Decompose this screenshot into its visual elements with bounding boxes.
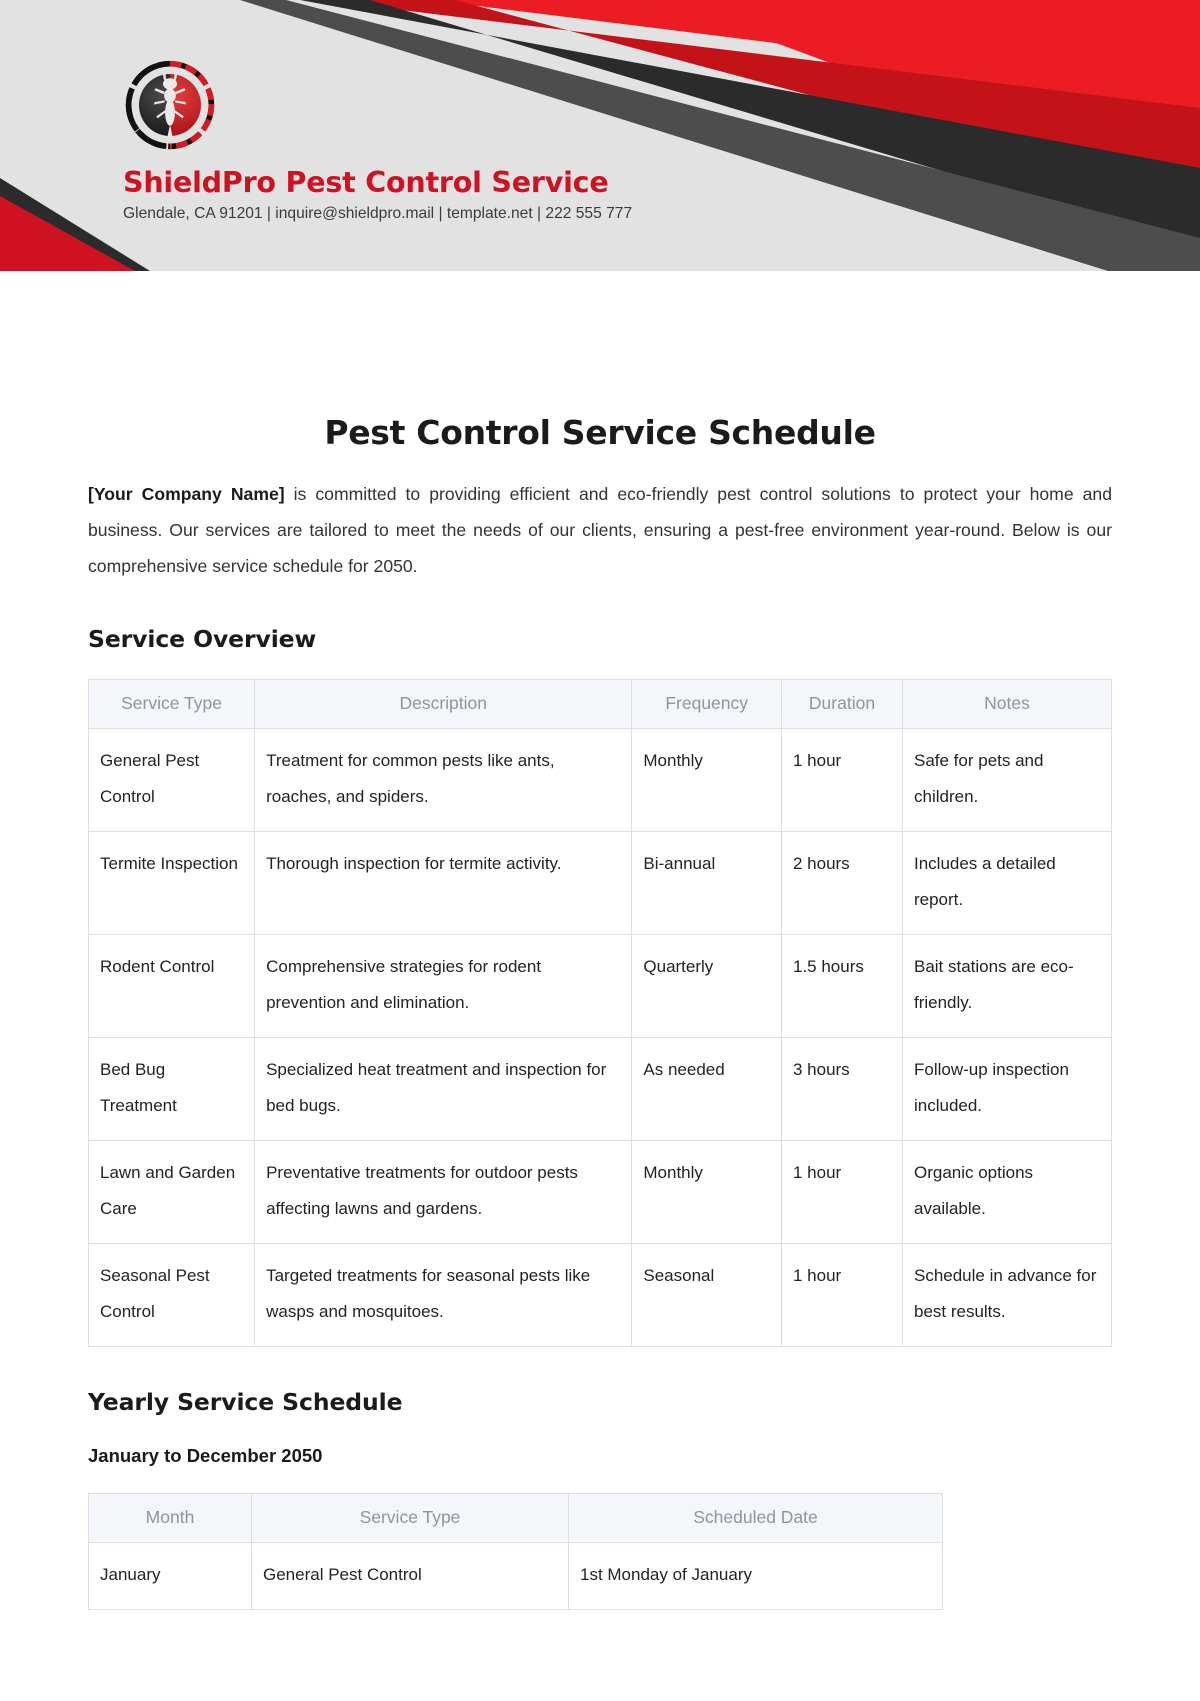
cell-notes: Includes a detailed report. [902,831,1111,934]
cell-notes: Schedule in advance for best results. [902,1243,1111,1346]
table-header-row [89,679,1112,728]
yearly-schedule-subheading: January to December 2050 [88,1445,323,1467]
cell-notes: Safe for pets and children. [902,728,1111,831]
intro-body-text: is committed to providing efficient and eco-friendly pest control solutions to protect your home and business. Our services are tailored to meet the needs of our clients, ensuring a pest-free environment year-round. Below is our comprehensive service schedule for 2050. [88,483,1112,576]
cell-duration: 3 hours [781,1037,902,1140]
intro-paragraph [88,476,1112,584]
cell-duration: 1 hour [781,1243,902,1346]
cell-duration: 1 hour [781,1140,902,1243]
cell-description: Comprehensive strategies for rodent prevention and elimination. [255,934,632,1037]
pest-bug-emblem-icon [123,57,217,153]
column-header-service-type: Service Type [89,679,255,728]
cell-service-type: Bed Bug Treatment [89,1037,255,1140]
column-header-service-type: Service Type [252,1494,569,1543]
cell-service-type: Rodent Control [89,934,255,1037]
table-row [89,1037,1112,1140]
cell-service-type: General Pest Control [252,1543,569,1610]
cell-duration: 1.5 hours [781,934,902,1037]
cell-frequency: Monthly [632,728,782,831]
column-header-month: Month [89,1494,252,1543]
yearly-schedule-heading: Yearly Service Schedule [88,1387,403,1416]
column-header-frequency: Frequency [632,679,782,728]
cell-description: Preventative treatments for outdoor pests affecting lawns and gardens. [255,1140,632,1243]
brand-contact-line: Glendale, CA 91201 | inquire@shieldpro.mail | template.net | 222 555 777 [123,204,633,222]
cell-duration: 2 hours [781,831,902,934]
column-header-duration: Duration [781,679,902,728]
cell-service-type: General Pest Control [89,728,255,831]
table-header-row [89,1494,943,1543]
table-row [89,934,1112,1037]
cell-description: Thorough inspection for termite activity. [255,831,632,934]
column-header-notes: Notes [902,679,1111,728]
brand-block [123,57,632,223]
cell-frequency: Bi-annual [632,831,782,934]
service-overview-table [88,679,1112,1347]
cell-frequency: As needed [632,1037,782,1140]
table-row [89,728,1112,831]
cell-service-type: Lawn and Garden Care [89,1140,255,1243]
table-row [89,1243,1112,1346]
cell-description: Treatment for common pests like ants, roaches, and spiders. [255,728,632,831]
page-title: Pest Control Service Schedule [324,413,876,452]
intro-company-placeholder: [Your Company Name] [88,483,285,504]
table-row [89,1543,943,1610]
yearly-schedule-table [88,1493,943,1610]
cell-scheduled-date: 1st Monday of January [569,1543,943,1610]
cell-frequency: Seasonal [632,1243,782,1346]
cell-frequency: Monthly [632,1140,782,1243]
column-header-description: Description [255,679,632,728]
brand-name: ShieldPro Pest Control Service [123,166,609,199]
cell-duration: 1 hour [781,728,902,831]
cell-service-type: Seasonal Pest Control [89,1243,255,1346]
column-header-scheduled-date: Scheduled Date [569,1494,943,1543]
cell-notes: Follow-up inspection included. [902,1037,1111,1140]
cell-description: Specialized heat treatment and inspection for bed bugs. [255,1037,632,1140]
document-body [0,271,1200,1610]
cell-notes: Organic options available. [902,1140,1111,1243]
cell-notes: Bait stations are eco-friendly. [902,934,1111,1037]
table-row [89,831,1112,934]
cell-description: Targeted treatments for seasonal pests like wasps and mosquitoes. [255,1243,632,1346]
cell-month: January [89,1543,252,1610]
table-row [89,1140,1112,1243]
page-header-banner [0,0,1200,271]
service-overview-heading: Service Overview [88,624,317,653]
cell-service-type: Termite Inspection [89,831,255,934]
cell-frequency: Quarterly [632,934,782,1037]
